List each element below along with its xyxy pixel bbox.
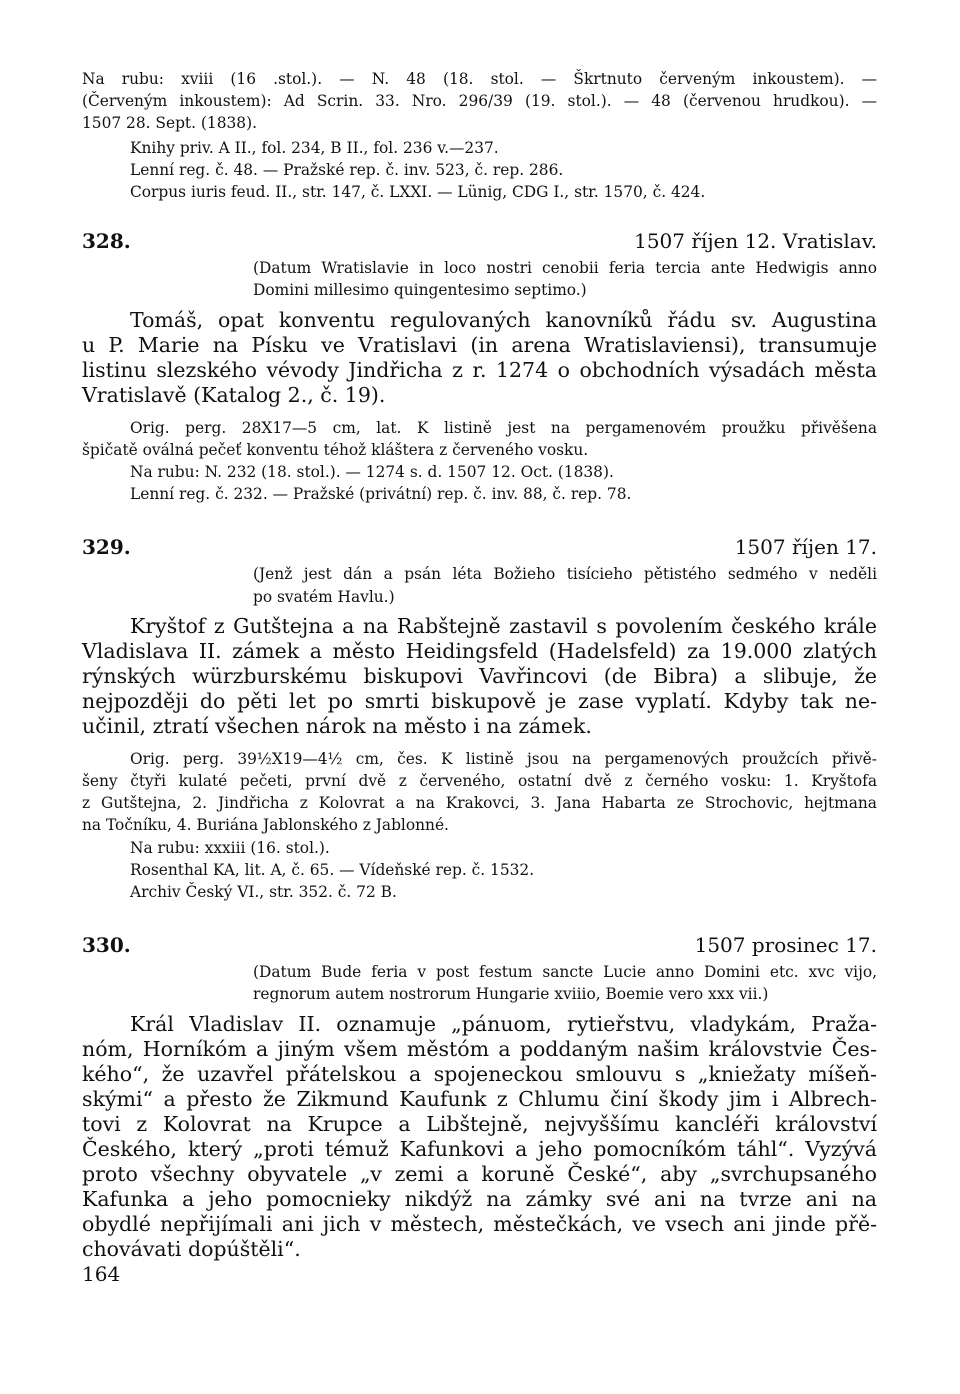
reference-line: Lenní reg. č. 232. — Pražské (privátní) rep. č. inv. 88, č. rep. 78. (130, 485, 632, 504)
text-line: Kafunka a jeho pomocnieky nikdýž na zámky své ani na tvrze ani na (82, 1186, 877, 1211)
text-line: Českého, který „proti témuž Kafunkovi a jeho pomocníkóm táhl“. Vyzývá (82, 1136, 877, 1161)
text-line: skými“ a přesto že Zikmund Kaufunk z Chlumu činí škody jim i Albrech- (82, 1086, 877, 1111)
entry-header (82, 229, 877, 257)
entry-date: 1507 říjen 12. Vratislav. (634, 229, 877, 254)
entry-number: 328. (82, 229, 131, 254)
text-line: (Datum Bude feria v post festum sancte Lucie anno Domini etc. xvc vijo, (253, 963, 877, 982)
reference-line: Knihy priv. A II., fol. 234, B II., fol. 236 v.—237. (130, 138, 499, 157)
text-line: šeny čtyři kulaté pečeti, první dvě z červeného, ostatní dvě z černého vosku: 1. Kryštofa (82, 772, 877, 791)
text-line: (Datum Wratislavie in loco nostri cenobii feria tercia ante Hedwigis anno (253, 259, 877, 278)
page-number: 164 (82, 1262, 121, 1286)
text-line: učinil, ztratí všechen nárok na město i na zámek. (82, 713, 592, 738)
entry-header (82, 933, 877, 961)
text-line: Vladislava II. zámek a město Heidingsfeld (Hadelsfeld) za 19.000 zlatých (82, 638, 877, 663)
text-line: nóm, Horníkóm a jiným všem městóm a poddaným našim královstvie Čes- (82, 1036, 877, 1061)
text-line: Na rubu: xviii (16 .stol.). — N. 48 (18. stol. — Škrtnuto červeným inkoustem). — (82, 70, 877, 88)
original-description (82, 417, 877, 461)
reverse-notes (82, 68, 877, 135)
text-line: na Točníku, 4. Buriána Jablonského z Jablonné. (82, 816, 449, 835)
datum-clause (82, 257, 877, 301)
text-line: rýnských würzburskému biskupovi Vavřincovi (de Bibra) a slibuje, že (82, 663, 877, 688)
entry-date: 1507 prosinec 17. (694, 933, 877, 958)
entry-number: 330. (82, 933, 131, 958)
reference-list (82, 461, 877, 505)
entry-header (82, 535, 877, 563)
regest-text (82, 308, 877, 408)
text-line: chovávati dopúštěli“. (82, 1236, 301, 1261)
datum-clause (82, 563, 877, 607)
text-line: Orig. perg. 39½X19—4½ cm, čes. K listině jsou na pergamenových proužcích přivě- (130, 749, 877, 768)
text-line: tovi z Kolovrat na Krupce a Libštejně, nejvyššímu kancléři království (82, 1111, 877, 1136)
text-line: proto všechny obyvatele „v zemi a koruně České“, aby „svrchupsaného (82, 1161, 877, 1186)
text-line: Kryštof z Gutštejna a na Rabštejně zastavil s povolením českého krále (130, 613, 877, 638)
text-line: listinu slezského vévody Jindřicha z r. 1274 o obchodních výsadách města (82, 357, 877, 382)
text-line: kého“, že uzavřel přátelskou a spojeneckou smlouvu s „kniežaty míšeň- (82, 1061, 877, 1086)
regest-text (82, 1012, 877, 1262)
entry-date: 1507 říjen 17. (734, 535, 877, 560)
reference-line: Archiv Český VI., str. 352. č. 72 B. (130, 883, 397, 902)
original-description (82, 748, 877, 837)
regest-text (82, 614, 877, 739)
text-line: u P. Marie na Písku ve Vratislavi (in arena Wratislaviensi), transumuje (82, 332, 877, 357)
entry-329 (82, 535, 877, 903)
text-line: Domini millesimo quingentesimo septimo.) (253, 281, 587, 300)
document-page (82, 68, 877, 1271)
text-line: (Červeným inkoustem): Ad Scrin. 33. Nro. 296/39 (19. stol.). — 48 (červenou hrudkou). — (82, 92, 877, 111)
reference-line: Na rubu: xxxiii (16. stol.). (130, 838, 330, 857)
text-line: obydlé nepřijímali ani jich v městech, městečkách, ve vsech ani jinde přě- (82, 1211, 877, 1236)
reference-line: Rosenthal KA, lit. A, č. 65. — Vídeňské rep. č. 1532. (130, 860, 535, 879)
reference-list (82, 137, 877, 204)
reference-line: Lenní reg. č. 48. — Pražské rep. č. inv. 523, č. rep. 286. (130, 160, 564, 179)
entry-330 (82, 933, 877, 1261)
entry-number: 329. (82, 535, 131, 560)
text-line: Král Vladislav II. oznamuje „pánuom, rytieřstvu, vladykám, Praža- (130, 1011, 877, 1036)
entry-328 (82, 229, 877, 505)
text-line: po svatém Havlu.) (253, 587, 395, 606)
text-line: nejpozději do pěti let po smrti biskupově je zase vyplatí. Kdyby tak ne- (82, 688, 877, 713)
text-line: 1507 28. Sept. (1838). (82, 114, 257, 133)
reference-line: Corpus iuris feud. II., str. 147, č. LXXI. — Lünig, CDG I., str. 1570, č. 424. (130, 183, 706, 202)
text-line: Tomáš, opat konventu regulovaných kanovníků řádu sv. Augustina (130, 307, 877, 332)
reference-list (82, 837, 877, 904)
reference-line: Na rubu: N. 232 (18. stol.). — 1274 s. d. 1507 12. Oct. (1838). (130, 463, 614, 482)
previous-entry-notes (82, 68, 877, 203)
text-line: (Jenž jest dán a psán léta Božieho tisícieho pětistého sedmého v neděli (253, 565, 877, 584)
text-line: Vratislavě (Katalog 2., č. 19). (82, 382, 386, 407)
datum-clause (82, 961, 877, 1005)
text-line: regnorum autem nostrorum Hungarie xviiio, Boemie vero xxx vii.) (253, 985, 769, 1004)
text-line: z Gutštejna, 2. Jindřicha z Kolovrat a na Krakovci, 3. Jana Habarta ze Strochovic, hejtmana (82, 794, 877, 813)
text-line: špičatě oválná pečeť konventu téhož kláštera z červeného vosku. (82, 440, 589, 459)
text-line: Orig. perg. 28X17—5 cm, lat. K listině jest na pergamenovém proužku přivěšena (130, 418, 877, 437)
